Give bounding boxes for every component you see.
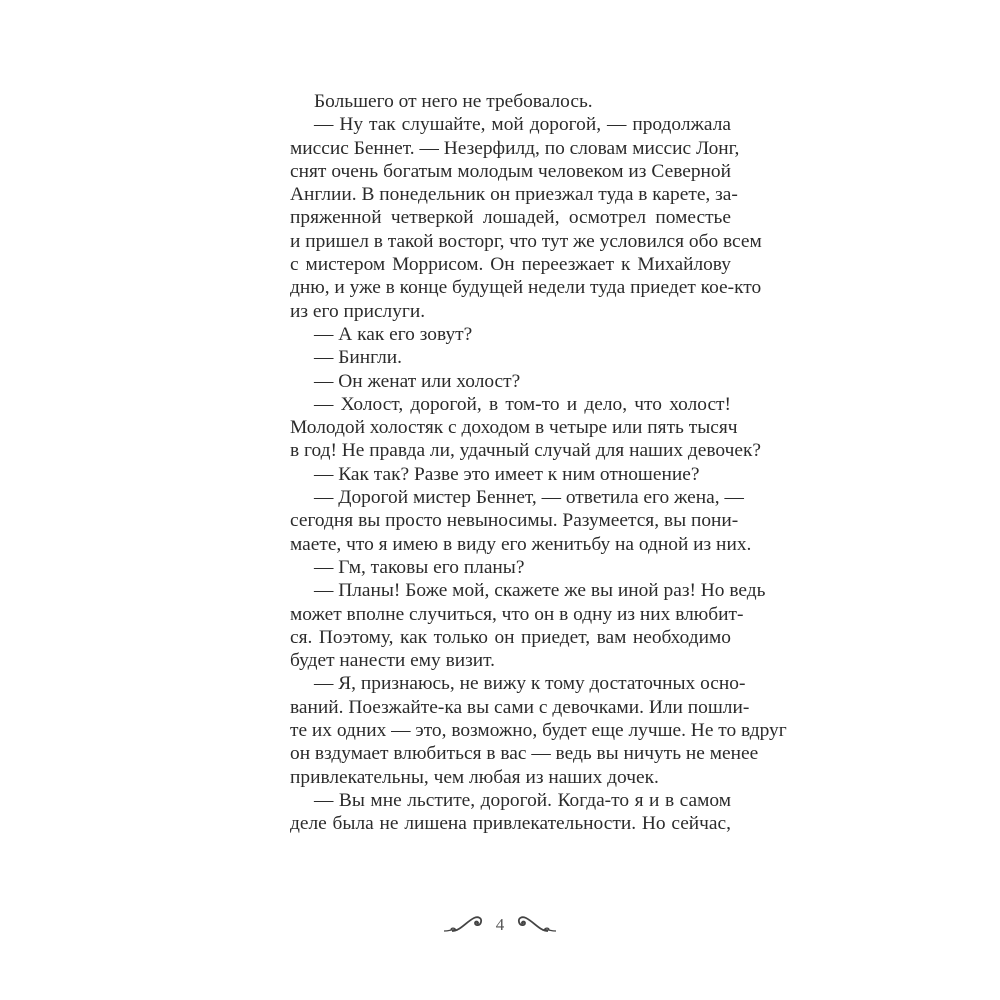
- left-flourish-ornament-icon: [442, 914, 484, 936]
- text-line: деле была не лишена привлекательности. Но сейчас,: [290, 813, 731, 835]
- page-number: 4: [495, 915, 505, 934]
- text-line: он вздумает влюбиться в вас — ведь вы ничуть не менее: [290, 743, 759, 765]
- text-line: — Он женат или холост?: [314, 370, 521, 392]
- text-line: — Дорогой мистер Беннет, — ответила его жена, —: [314, 487, 744, 509]
- text-line: Большего от него не требовалось.: [314, 91, 593, 112]
- text-line: ся. Поэтому, как только он приедет, вам необходимо: [290, 626, 731, 648]
- text-line: сегодня вы просто невыносимы. Разумеется, вы пони-: [290, 510, 739, 532]
- page-footer: [0, 910, 1000, 940]
- text-line: ваний. Поезжайте-ка вы сами с девочками. Или пошли-: [290, 696, 750, 718]
- text-line: из его прислуги.: [290, 300, 426, 322]
- text-line: — Как так? Разве это имеет к ним отношение?: [314, 463, 700, 485]
- text-line: привлекательны, чем любая из наших дочек.: [290, 766, 659, 788]
- text-line: в год! Не правда ли, удачный случай для наших девочек?: [290, 440, 761, 462]
- text-line: будет нанести ему визит.: [290, 650, 496, 672]
- text-line: — Вы мне льстите, дорогой. Когда-то я и в самом: [314, 789, 731, 811]
- text-line: дню, и уже в конце будущей недели туда приедет кое-кто: [290, 277, 762, 299]
- text-line: — Холост, дорогой, в том-то и дело, что холост!: [314, 393, 731, 415]
- text-line: снят очень богатым молодым человеком из Северной: [290, 160, 731, 182]
- text-line: Англии. В понедельник он приезжал туда в карете, за-: [290, 184, 738, 206]
- right-flourish-ornament-icon: [516, 914, 558, 936]
- page-body-text: [290, 90, 787, 836]
- text-line: те их одних — это, возможно, будет еще лучше. Не то вдруг: [290, 720, 787, 742]
- text-line: — Ну так слушайте, мой дорогой, — продолжала: [314, 114, 731, 136]
- text-line: маете, что я имею в виду его женитьбу на одной из них.: [290, 533, 752, 555]
- text-line: и пришел в такой восторг, что тут же условился обо всем: [290, 230, 762, 252]
- text-line: — А как его зовут?: [314, 323, 473, 345]
- text-line: — Бингли.: [314, 347, 402, 369]
- text-line: может вполне случиться, что он в одну из них влюбит-: [290, 603, 744, 625]
- text-line: — Я, признаюсь, не вижу к тому достаточных осно-: [314, 673, 746, 695]
- text-line: с мистером Моррисом. Он переезжает к Михайлову: [290, 254, 731, 276]
- text-line: Молодой холостяк с доходом в четыре или пять тысяч: [290, 417, 738, 439]
- text-line: миссис Беннет. — Незерфилд, по словам миссис Лонг,: [290, 137, 740, 159]
- text-line: — Планы! Боже мой, скажете же вы иной раз! Но ведь: [314, 580, 766, 602]
- text-line: — Гм, таковы его планы?: [314, 556, 525, 578]
- text-line: пряженной четверкой лошадей, осмотрел поместье: [290, 207, 731, 229]
